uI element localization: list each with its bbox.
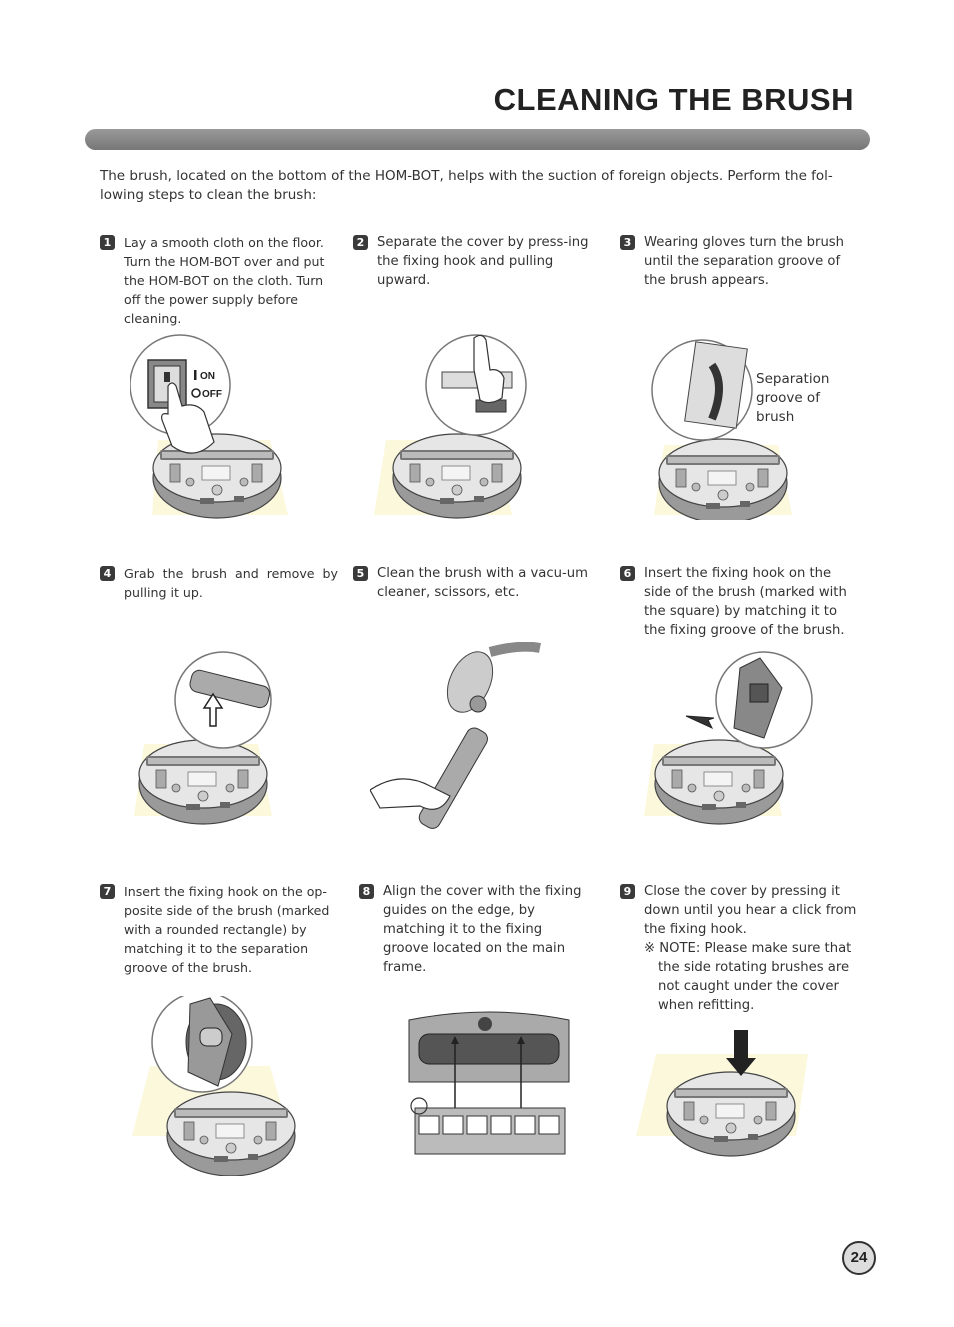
intro-text: The brush, located on the bottom of the HOM-BOT, helps with the suction of foreign objects. Perform the fol-lowing steps to clean the brush: [100, 168, 833, 203]
groove-label: Separation groove of brush [756, 371, 830, 425]
step-number: 6 [620, 566, 635, 581]
step-text: Lay a smooth cloth on the floor. Turn the HOM-BOT over and put the HOM-BOT on the cloth. Turn off the power supply before cleaning. [124, 235, 325, 326]
step-text: Separate the cover by press-ing the fixing hook and pulling upward. [377, 235, 589, 288]
brush [416, 725, 490, 831]
step-9 [620, 882, 858, 1015]
step-7 [100, 882, 330, 977]
step-number: 1 [100, 235, 115, 250]
step-note: ※ NOTE: Please make sure that the side rotating brushes are not caught under the cover when refitting. [644, 941, 852, 1013]
page-title: CLEANING THE BRUSH [493, 82, 854, 117]
figure-cover-close [636, 1028, 826, 1178]
step-text: Align the cover with the fixing guides on the edge, by matching it to the fixing groove located on the main frame. [383, 884, 582, 975]
on-icon [194, 370, 197, 380]
figure-power-switch [130, 330, 290, 520]
figure-vacuum-cleaning [370, 642, 545, 832]
figure-separation-groove [650, 335, 800, 520]
step-number: 8 [359, 884, 374, 899]
step-4 [100, 564, 338, 602]
figure-insert-rounded-hook [130, 996, 305, 1176]
rounded-mark [200, 1028, 222, 1046]
brush-bay [419, 1034, 559, 1064]
figure-brush-removal [130, 648, 280, 828]
step-text: Grab the brush and remove by pulling it up. [124, 566, 338, 600]
step-text: Insert the fixing hook on the op-posite side of the brush (marked with a rounded rectangle) by matching it to the separation groove of the brush. [124, 884, 330, 975]
figure-cover-alignment [405, 1008, 575, 1168]
step-text: Close the cover by pressing it down until you hear a click from the fixing hook. [644, 884, 857, 937]
step-number: 5 [353, 566, 368, 581]
step-2 [353, 233, 593, 290]
figure-insert-square-hook [640, 648, 820, 828]
step-text: Insert the fixing hook on the side of the brush (marked with the square) by matching it to the fixing groove of the brush. [644, 566, 847, 638]
step-1 [100, 233, 330, 328]
arrow-icon [686, 716, 714, 728]
square-mark [750, 684, 768, 702]
switch-off-label: OFF [202, 389, 222, 400]
step-number: 7 [100, 884, 115, 899]
step-number: 3 [620, 235, 635, 250]
page-number: 24 [842, 1241, 876, 1275]
step-3 [620, 233, 860, 290]
step-8 [359, 882, 584, 977]
figure-cover-release [372, 330, 532, 520]
step-5 [353, 564, 593, 602]
step-text: Wearing gloves turn the brush until the separation groove of the brush appears. [644, 235, 845, 288]
title-bar [85, 129, 870, 150]
step-number: 4 [100, 566, 115, 581]
step-6 [620, 564, 860, 640]
vacuum-hose [490, 647, 540, 652]
switch-on-label: ON [200, 371, 215, 382]
step-number: 9 [620, 884, 635, 899]
step-text: Clean the brush with a vacu-um cleaner, scissors, etc. [377, 566, 588, 600]
step-number: 2 [353, 235, 368, 250]
